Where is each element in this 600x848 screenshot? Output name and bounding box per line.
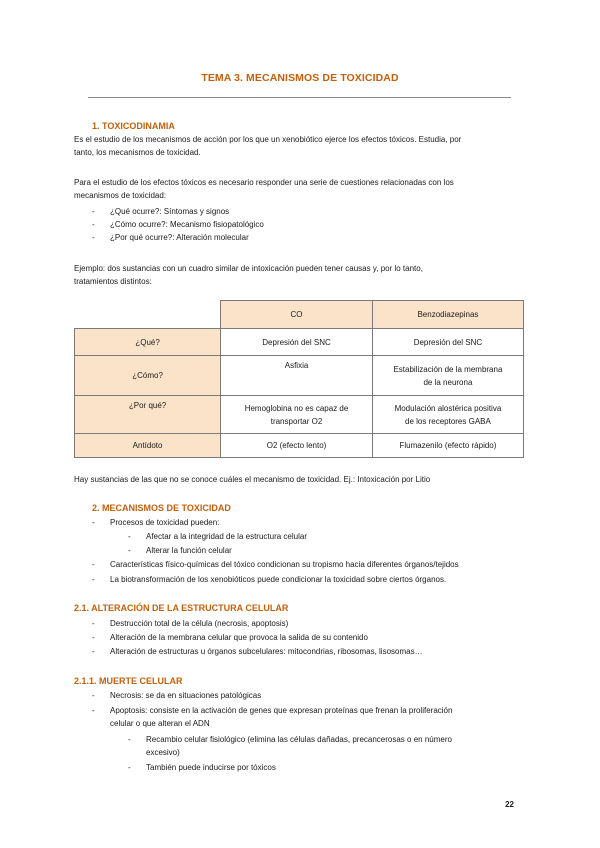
bullet-dash: - xyxy=(128,546,131,555)
paragraph-lithium-note: Hay sustancias de las que no se conoce cuáles el mecanismo de toxicidad. Ej.: Intoxicación por Litio xyxy=(74,475,431,484)
section-heading-alteracion: 2.1. ALTERACIÓN DE LA ESTRUCTURA CELULAR xyxy=(74,603,289,613)
bullet-dash: - xyxy=(92,706,95,715)
list-item: Alteración de la membrana celular que provoca la salida de su contenido xyxy=(110,633,368,642)
paragraph-study-line2: mecanismos de toxicidad: xyxy=(74,191,167,200)
comparison-table xyxy=(74,300,524,458)
list-item: Características físico-químicas del tóxico condicionan su tropismo hacia diferentes órganos/tejidos xyxy=(110,560,459,569)
table-cell: Depresión del SNC xyxy=(372,329,523,356)
bullet-dash: - xyxy=(128,532,131,541)
section-heading-mecanismos: 2. MECANISMOS DE TOXICIDAD xyxy=(92,503,231,513)
bullet-dash: - xyxy=(92,220,95,229)
table-row xyxy=(75,396,524,434)
row-label: Antídoto xyxy=(75,434,221,458)
cell-line: Estabilización de la membrana xyxy=(393,364,503,374)
list-item: Necrosis: se da en situaciones patológicas xyxy=(110,691,262,700)
table-cell: Asfixia xyxy=(221,356,373,396)
page-title: TEMA 3. MECANISMOS DE TOXICIDAD xyxy=(201,72,399,84)
bullet-dash: - xyxy=(92,233,95,242)
table-cell: Flumazenilo (efecto rápido) xyxy=(372,434,523,458)
list-item: ¿Cómo ocurre?: Mecanismo fisiopatológico xyxy=(110,220,264,229)
table-header-row xyxy=(75,301,524,329)
list-item-continuation: excesivo) xyxy=(146,748,180,757)
list-item: La biotransformación de los xenobióticos puede condicionar la toxicidad sobre ciertos órganos. xyxy=(110,575,447,584)
bullet-dash: - xyxy=(92,691,95,700)
table-corner-cell xyxy=(75,301,221,329)
list-item: Recambio celular fisiológico (elimina las células dañadas, precancerosas o en número xyxy=(146,735,452,744)
table-cell: O2 (efecto lento) xyxy=(221,434,373,458)
table-row xyxy=(75,356,524,396)
bullet-dash: - xyxy=(92,518,95,527)
bullet-dash: - xyxy=(92,647,95,656)
table-cell xyxy=(372,396,523,434)
row-label: ¿Por qué? xyxy=(75,396,221,434)
table-header-benzodiazepinas: Benzodiazepinas xyxy=(372,301,523,329)
list-item: Apoptosis: consiste en la activación de genes que expresan proteínas que frenan la proliferación xyxy=(110,706,453,715)
bullet-dash: - xyxy=(92,633,95,642)
section-heading-toxicodinamia: 1. TOXICODINAMIA xyxy=(92,121,175,131)
row-label: ¿Qué? xyxy=(75,329,221,356)
list-item: ¿Por qué ocurre?: Alteración molecular xyxy=(110,233,249,242)
table-cell xyxy=(372,356,523,396)
cell-line: Modulación alostérica positiva xyxy=(394,403,502,413)
bullet-dash: - xyxy=(92,560,95,569)
paragraph-example-line2: tratamientos distintos: xyxy=(74,277,152,286)
bullet-dash: - xyxy=(92,207,95,216)
table-header-co: CO xyxy=(221,301,373,329)
paragraph-definition-line2: tanto, los mecanismos de toxicidad. xyxy=(74,148,201,157)
bullet-dash: - xyxy=(128,763,131,772)
cell-line: transportar O2 xyxy=(270,416,323,426)
table-cell: Depresión del SNC xyxy=(221,329,373,356)
bullet-dash: - xyxy=(92,575,95,584)
table-cell xyxy=(221,396,373,434)
row-label: ¿Cómo? xyxy=(75,356,221,396)
table-row xyxy=(75,329,524,356)
section-heading-muerte-celular: 2.1.1. MUERTE CELULAR xyxy=(74,676,183,686)
cell-line: Hemoglobina no es capaz de xyxy=(244,403,349,413)
list-item-continuation: celular o que alteran el ADN xyxy=(110,719,210,728)
list-item: ¿Qué ocurre?: Síntomas y signos xyxy=(110,207,230,216)
paragraph-definition-line1: Es el estudio de los mecanismos de acción por los que un xenobiótico ejerce los efectos tóxicos. Estudia, por xyxy=(74,135,462,144)
paragraph-example-line1: Ejemplo: dos sustancias con un cuadro similar de intoxicación pueden tener causas y, por lo tanto, xyxy=(74,264,423,273)
table-row xyxy=(75,434,524,458)
list-item: Alteración de estructuras u órganos subcelulares: mitocondrias, ribosomas, lisosomas… xyxy=(110,647,423,656)
list-item: También puede inducirse por tóxicos xyxy=(146,763,276,772)
bullet-dash: - xyxy=(92,619,95,628)
list-item: Procesos de toxicidad pueden: xyxy=(110,518,220,527)
cell-line: de la neurona xyxy=(423,377,473,387)
paragraph-study-line1: Para el estudio de los efectos tóxicos es necesario responder una serie de cuestiones relacionadas con los xyxy=(74,178,454,187)
title-divider xyxy=(88,97,511,98)
list-item: Afectar a la integridad de la estructura celular xyxy=(146,532,307,541)
bullet-dash: - xyxy=(128,735,131,744)
cell-line: de los receptores GABA xyxy=(405,416,491,426)
page-number: 22 xyxy=(505,800,514,809)
list-item: Destrucción total de la célula (necrosis, apoptosis) xyxy=(110,619,289,628)
list-item: Alterar la función celular xyxy=(146,546,232,555)
